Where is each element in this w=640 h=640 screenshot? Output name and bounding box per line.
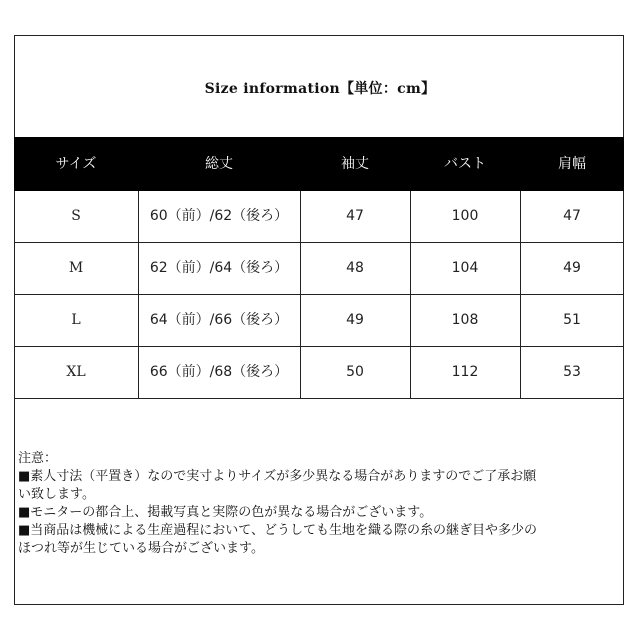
cell-size: L xyxy=(71,312,81,328)
cell-bust: 108 xyxy=(451,312,479,328)
cell-length: 64（前）/66（後ろ） xyxy=(149,312,289,328)
cell-size: XL xyxy=(66,364,86,380)
header-bust: バスト xyxy=(444,156,486,172)
chart-title: Size information【単位：cm】 xyxy=(204,81,436,97)
note-line: ほつれ等が生じている場合がございます。 xyxy=(18,541,264,556)
cell-sleeve: 47 xyxy=(346,208,364,224)
note-line: い致します。 xyxy=(18,487,95,502)
cell-shoulder: 53 xyxy=(563,364,581,380)
column-divider xyxy=(410,191,411,399)
cell-bust: 100 xyxy=(451,208,479,224)
cell-sleeve: 49 xyxy=(346,312,364,328)
table-row xyxy=(14,191,624,243)
header-shoulder: 肩幅 xyxy=(558,156,586,172)
cell-bust: 112 xyxy=(451,364,479,380)
note-line: ■モニターの都合上、掲載写真と実際の色が異なる場合がございます。 xyxy=(18,505,433,520)
notes-section xyxy=(18,450,618,558)
table-row xyxy=(14,243,624,295)
cell-size: M xyxy=(68,260,84,276)
cell-shoulder: 49 xyxy=(563,260,581,276)
cell-shoulder: 51 xyxy=(563,312,581,328)
header-length: 総丈 xyxy=(205,156,233,172)
column-divider xyxy=(300,191,301,399)
table-row xyxy=(14,347,624,399)
cell-length: 66（前）/68（後ろ） xyxy=(149,364,289,380)
cell-sleeve: 48 xyxy=(346,260,364,276)
cell-size: S xyxy=(71,208,81,224)
cell-shoulder: 47 xyxy=(563,208,581,224)
note-line: ■当商品は機械による生産過程において、どうしても生地を織る際の糸の継ぎ目や多少の xyxy=(18,523,538,538)
column-divider xyxy=(138,191,139,399)
cell-sleeve: 50 xyxy=(346,364,364,380)
cell-bust: 104 xyxy=(451,260,479,276)
column-divider xyxy=(520,191,521,399)
table-header xyxy=(14,137,624,191)
table-row xyxy=(14,295,624,347)
header-size: サイズ xyxy=(55,156,97,172)
cell-length: 62（前）/64（後ろ） xyxy=(149,260,289,276)
note-line: ■素人寸法（平置き）なので実寸よりサイズが多少異なる場合がありますのでご了承お願 xyxy=(18,469,537,484)
cell-length: 60（前）/62（後ろ） xyxy=(149,208,289,224)
header-sleeve: 袖丈 xyxy=(341,156,369,172)
notes-heading: 注意： xyxy=(18,451,58,466)
